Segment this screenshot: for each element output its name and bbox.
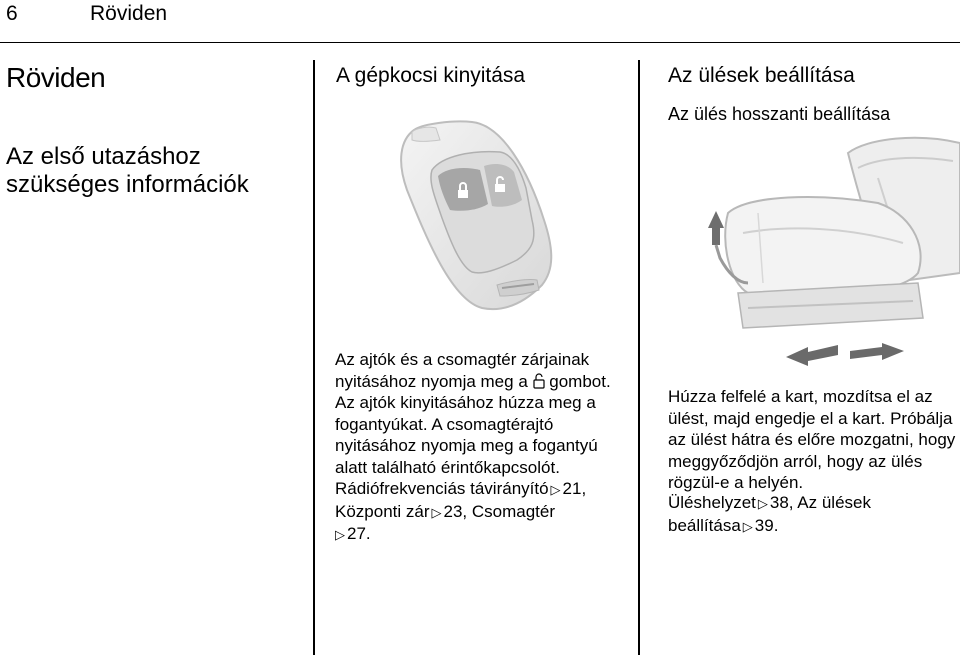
page-ref[interactable]: 39. <box>754 515 779 535</box>
text-span: beállítása <box>668 515 741 535</box>
reference-arrow-icon: ▷ <box>742 518 753 534</box>
page-number: 6 <box>6 2 18 25</box>
page-ref[interactable]: 23, Csomagtér <box>443 501 555 521</box>
car-key-icon <box>332 100 630 336</box>
page-ref[interactable]: 38, Az ülések <box>769 493 871 512</box>
heading-unlocking: A gépkocsi kinyitása <box>336 64 526 87</box>
text-line: rögzül-e a helyén. <box>668 473 804 492</box>
text-line: meggyőződjön arról, hogy az ülés <box>668 451 923 471</box>
seat-adjustment-icon <box>668 133 960 368</box>
text-line <box>668 492 958 515</box>
text-line: Az ajtók és a csomagtér zárjainak <box>335 350 590 369</box>
text-line: alatt található érintőkapcsolót. <box>335 457 560 477</box>
section-title: Röviden <box>6 62 106 93</box>
text-span: gombot. <box>549 371 611 391</box>
page-ref[interactable]: 27. <box>347 524 371 543</box>
car-key-illustration <box>332 100 630 336</box>
reference-arrow-icon: ▷ <box>757 496 768 511</box>
seat-references <box>668 492 958 537</box>
subtitle-line: szükséges információk <box>6 171 249 198</box>
seat-illustration <box>668 133 960 368</box>
reference-arrow-icon: ▷ <box>550 482 561 497</box>
column-divider <box>313 60 315 655</box>
unlock-references <box>335 478 625 546</box>
header-rule <box>0 42 960 43</box>
column-divider <box>638 60 640 655</box>
reference-arrow-icon: ▷ <box>431 504 442 520</box>
text-line: fogantyúkat. A csomagtérajtó <box>335 414 554 434</box>
text-line: Az ajtók kinyitásához húzza meg a <box>335 393 596 412</box>
text-line: nyitásához nyomja meg a fogantyú <box>335 436 598 455</box>
text-line: az ülést hátra és előre mozgatni, hogy <box>668 430 956 449</box>
section-subtitle <box>6 143 306 199</box>
text-span: Üléshelyzet <box>668 493 756 512</box>
text-line <box>335 371 625 393</box>
text-line: Húzza felfelé a kart, mozdítsa el az <box>668 387 933 406</box>
text-span: Rádiófrekvenciás távirányító <box>335 479 549 498</box>
text-line: ülést, majd engedje el a kart. Próbálja <box>668 408 953 428</box>
text-line <box>668 515 958 538</box>
subheading-seat-longitudinal: Az ülés hosszanti beállítása <box>668 104 891 124</box>
unlock-icon <box>533 372 550 391</box>
text-line <box>335 478 625 501</box>
text-span: nyitásához nyomja meg a <box>335 371 528 391</box>
seat-instructions <box>668 386 958 494</box>
subtitle-line: Az első utazáshoz <box>6 143 201 170</box>
running-title: Röviden <box>90 2 168 25</box>
unlock-instructions <box>335 349 625 478</box>
heading-seats: Az ülések beállítása <box>668 64 855 87</box>
text-line <box>335 501 625 524</box>
text-line <box>335 523 625 546</box>
page-ref[interactable]: 21, <box>562 479 587 498</box>
reference-arrow-icon: ▷ <box>335 527 345 542</box>
text-span: Központi zár <box>335 501 430 521</box>
